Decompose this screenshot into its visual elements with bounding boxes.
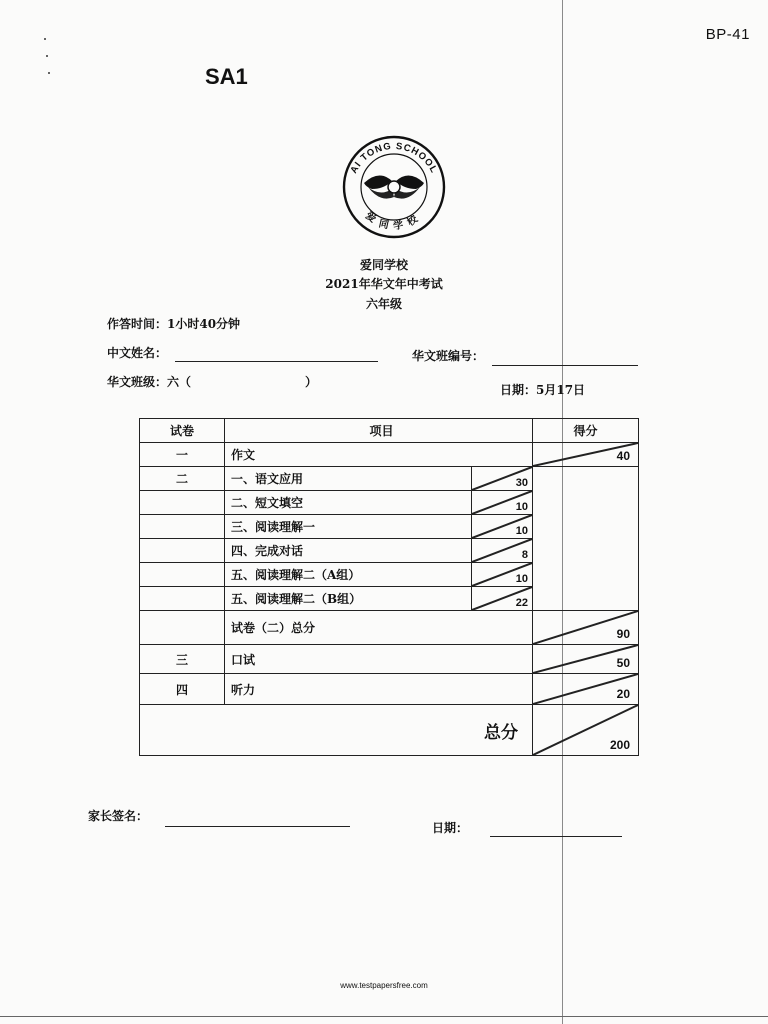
row-paper	[140, 587, 225, 611]
scan-edge-line	[0, 1016, 768, 1017]
school-logo	[334, 131, 454, 239]
max-score: 20	[616, 687, 630, 701]
row-item: 五、阅读理解二（A组）	[225, 563, 472, 587]
class-close: ）	[305, 375, 318, 389]
subscore-cell[interactable]	[472, 515, 533, 539]
max-score: 50	[616, 656, 630, 670]
row-paper	[140, 491, 225, 515]
score-cell[interactable]	[533, 645, 639, 674]
page-code: BP-41	[705, 26, 750, 43]
score-cell[interactable]	[533, 443, 639, 467]
max-score: 200	[609, 738, 630, 752]
footer-url[interactable]: www.testpapersfree.com	[340, 981, 428, 990]
name-label: 中文姓名：	[107, 346, 168, 360]
row-paper: 二	[140, 467, 225, 491]
signature-date-blank[interactable]	[490, 836, 622, 837]
subscore-cell[interactable]	[472, 491, 533, 515]
class-label: 华文班级：六（	[107, 375, 192, 389]
duration-text: 作答时间：1小时40分钟	[107, 317, 241, 331]
score-cell[interactable]	[533, 611, 639, 645]
row-item: 二、短文填空	[225, 491, 472, 515]
class-no-blank[interactable]	[492, 365, 638, 366]
scan-speck	[46, 55, 48, 57]
max-score: 10	[515, 501, 528, 513]
row-item: 作文	[225, 443, 533, 467]
exam-title: 2021年华文年中考试	[325, 277, 443, 291]
subscore-cell[interactable]	[472, 467, 533, 491]
row-paper	[140, 611, 225, 645]
subscore-cell[interactable]	[472, 587, 533, 611]
signature-date-label: 日期：	[432, 821, 469, 835]
total-label: 总分	[140, 705, 533, 756]
school-name: 爱同学校	[359, 258, 408, 272]
grade-title: 六年级	[365, 297, 402, 311]
header-item: 项目	[225, 419, 533, 443]
level-tag: SA1	[205, 64, 248, 89]
row-item: 五、阅读理解二（B组）	[225, 587, 472, 611]
row-paper	[140, 539, 225, 563]
row-paper: 三	[140, 645, 225, 674]
max-score: 22	[515, 597, 528, 609]
max-score: 8	[521, 549, 528, 561]
max-score: 30	[515, 477, 528, 489]
subscore-cell[interactable]	[472, 539, 533, 563]
subscore-cell[interactable]	[472, 563, 533, 587]
row-item: 四、完成对话	[225, 539, 472, 563]
svg-text:AI TONG SCHOOL: AI TONG SCHOOL	[348, 140, 440, 176]
header-paper: 试卷	[140, 419, 225, 443]
row-item: 口试	[225, 645, 533, 674]
name-blank[interactable]	[175, 361, 378, 362]
score-cell[interactable]	[533, 674, 639, 705]
paper-two-score-area	[533, 467, 639, 611]
row-item: 一、语文应用	[225, 467, 472, 491]
max-score: 10	[515, 573, 528, 585]
svg-text:爱同学校: 爱同学校	[363, 210, 425, 233]
header-score: 得分	[533, 419, 639, 443]
max-score: 10	[515, 525, 528, 537]
row-item: 三、阅读理解一	[225, 515, 472, 539]
row-paper: 一	[140, 443, 225, 467]
scan-speck	[48, 72, 50, 74]
row-item: 听力	[225, 674, 533, 705]
parent-signature-blank[interactable]	[165, 826, 350, 827]
date-text: 日期：5月17日	[500, 383, 586, 397]
row-paper	[140, 563, 225, 587]
class-no-label: 华文班编号：	[412, 349, 485, 363]
scan-speck	[44, 38, 46, 40]
row-paper: 四	[140, 674, 225, 705]
max-score: 40	[616, 449, 630, 463]
row-item: 试卷（二）总分	[225, 611, 533, 645]
max-score: 90	[616, 627, 630, 641]
row-paper	[140, 515, 225, 539]
total-score-cell[interactable]	[533, 705, 639, 756]
score-table	[139, 418, 639, 756]
parent-signature-label: 家长签名：	[88, 809, 149, 823]
